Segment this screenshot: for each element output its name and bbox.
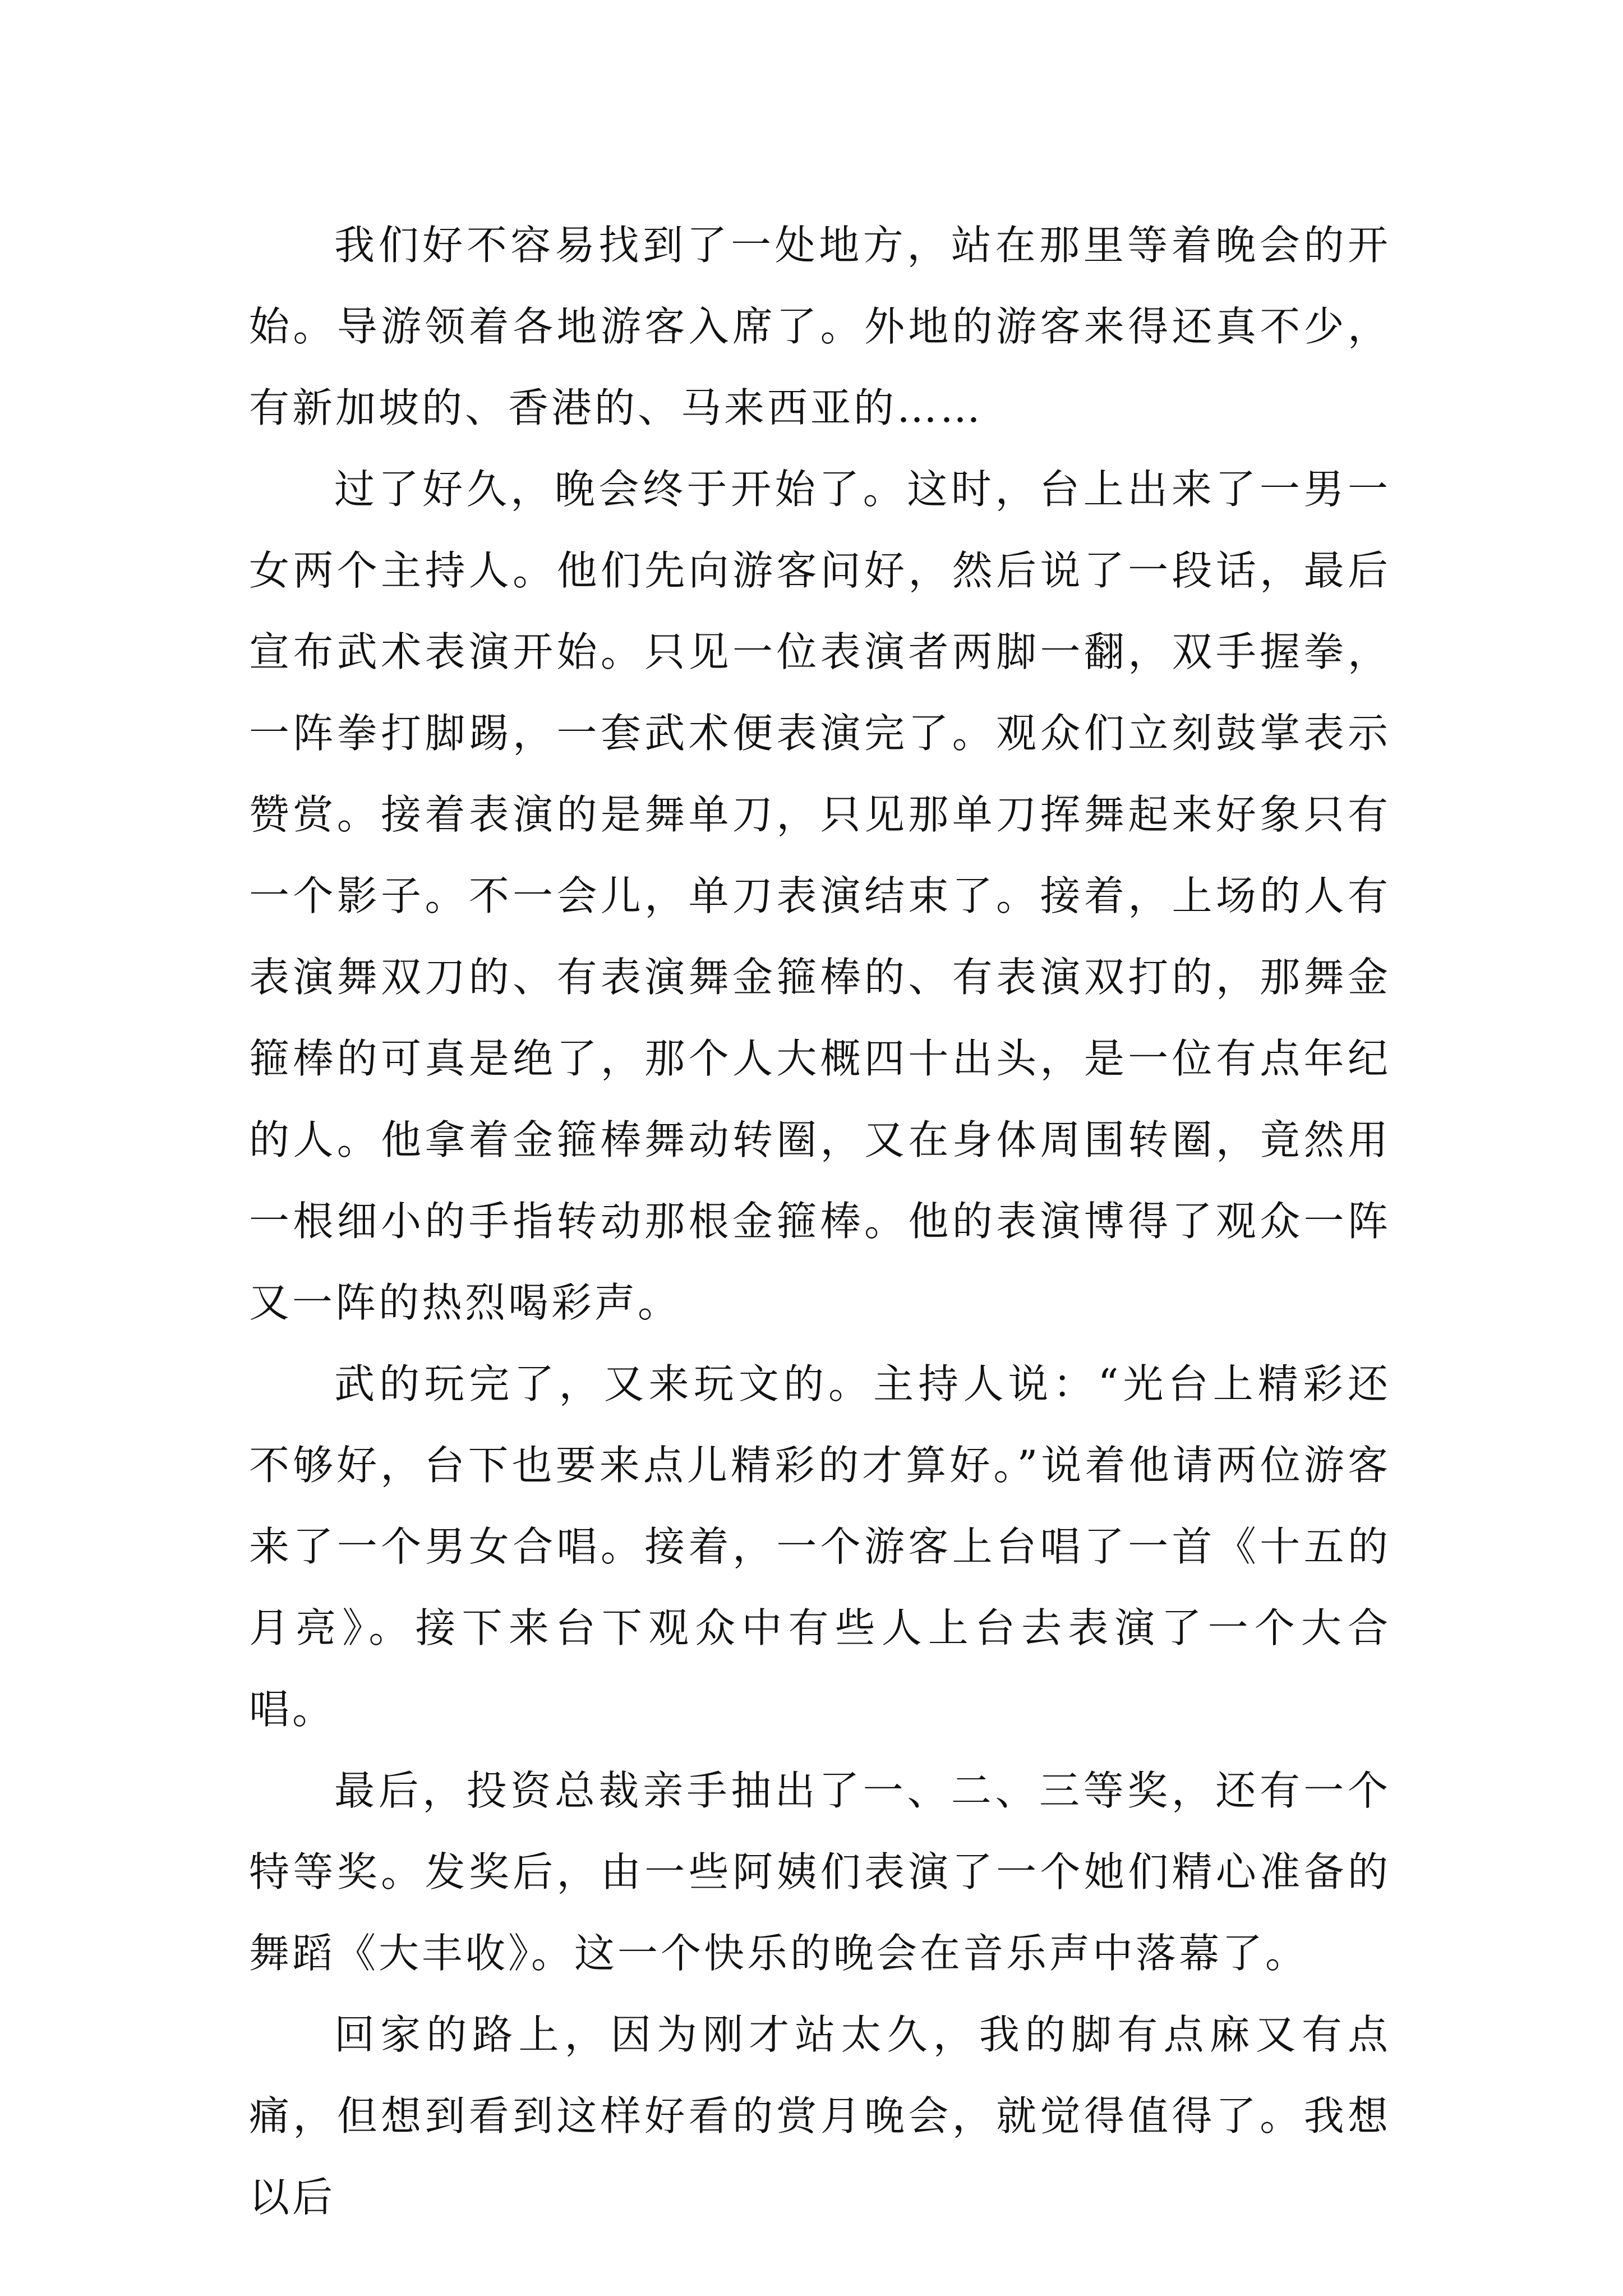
paragraph-arrival: 我们好不容易找到了一处地方，站在那里等着晚会的开始。导游领着各地游客入席了。外地的游客来得还真不少，有新加坡的、香港的、马来西亚的…… [249,222,1391,431]
paragraph-singing: 武的玩完了，又来玩文的。主持人说：“光台上精彩还不够好，台下也要来点儿精彩的才算好。”说着他请两位游客来了一个男女合唱。接着，一个游客上台唱了一首《十五的月亮》。接下来台下观众中有些人上台去表演了一个大合唱。 [249,1360,1391,1733]
document-body [249,205,1391,2238]
paragraph-martial-arts: 过了好久，晚会终于开始了。这时，台上出来了一男一女两个主持人。他们先向游客问好，然后说了一段话，最后宣布武术表演开始。只见一位表演者两脚一翻，双手握拳，一阵拳打脚踢，一套武术便表演完了。观众们立刻鼓掌表示赞赏。接着表演的是舞单刀，只见那单刀挥舞起来好象只有一个影子。不一会儿，单刀表演结束了。接着，上场的人有表演舞双刀的、有表演舞金箍棒的、有表演双打的，那舞金箍棒的可真是绝了，那个人大概四十出头，是一位有点年纪的人。他拿着金箍棒舞动转圈，又在身体周围转圈，竟然用一根细小的手指转动那根金箍棒。他的表演博得了观众一阵又一阵的热烈喝彩声。 [249,466,1391,1326]
paragraph-awards: 最后，投资总裁亲手抽出了一、二、三等奖，还有一个特等奖。发奖后，由一些阿姨们表演了一个她们精心准备的舞蹈《大丰收》。这一个快乐的晚会在音乐声中落幕了。 [249,1767,1391,1977]
paragraph-going-home: 回家的路上，因为刚才站太久，我的脚有点麻又有点痛，但想到看到这样好看的赏月晚会，就觉得值得了。我想以后 [249,2011,1391,2221]
